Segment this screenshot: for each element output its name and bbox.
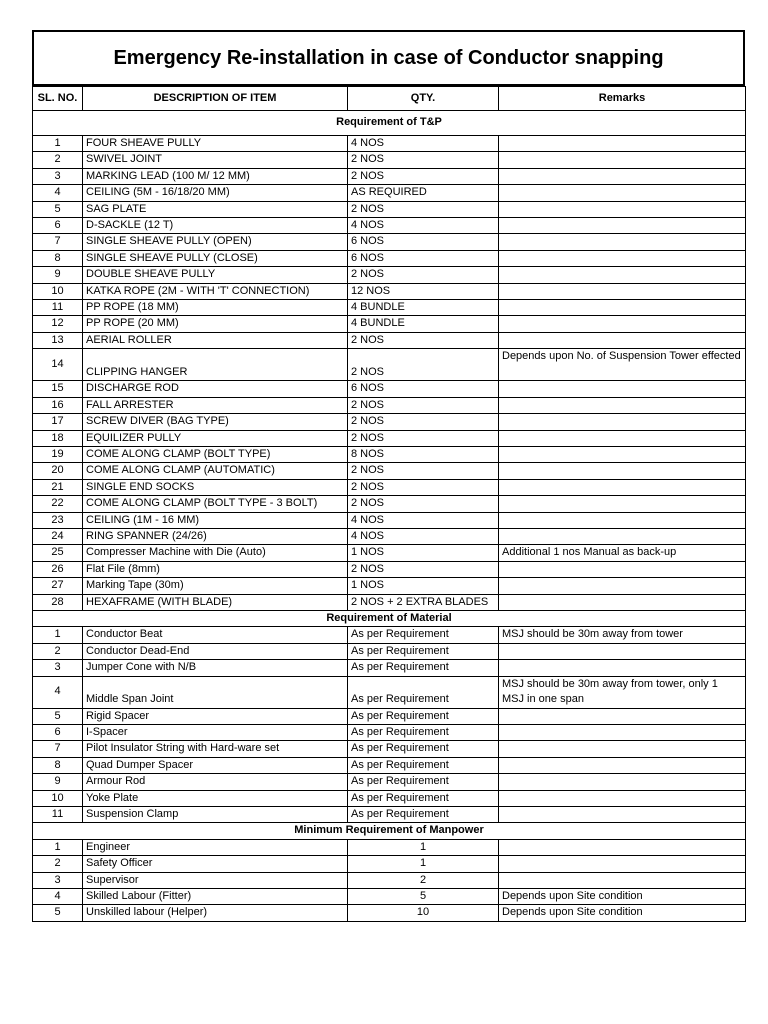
cell-remarks [499, 218, 746, 234]
cell-remarks [499, 872, 746, 888]
cell-sl-no: 5 [33, 708, 83, 724]
table-row [33, 349, 746, 381]
cell-remarks [499, 283, 746, 299]
cell-description: CEILING (5M - 16/18/20 MM) [83, 185, 348, 201]
table-row [33, 168, 746, 184]
table-body [33, 111, 746, 922]
cell-qty: 4 NOS [348, 528, 499, 544]
header-qty: QTY. [348, 87, 499, 111]
table-row [33, 250, 746, 266]
table-row [33, 757, 746, 773]
cell-qty: 6 NOS [348, 250, 499, 266]
table-row [33, 201, 746, 217]
cell-sl-no: 16 [33, 397, 83, 413]
table-row [33, 660, 746, 676]
cell-remarks [499, 316, 746, 332]
cell-remarks [499, 430, 746, 446]
cell-remarks [499, 708, 746, 724]
cell-qty: As per Requirement [348, 807, 499, 823]
cell-description: Unskilled labour (Helper) [83, 905, 348, 921]
cell-description: Compresser Machine with Die (Auto) [83, 545, 348, 561]
cell-description: Quad Dumper Spacer [83, 757, 348, 773]
cell-description: MARKING LEAD (100 M/ 12 MM) [83, 168, 348, 184]
cell-description: I-Spacer [83, 725, 348, 741]
table-row [33, 512, 746, 528]
table-row [33, 807, 746, 823]
table-row [33, 446, 746, 462]
cell-description: EQUILIZER PULLY [83, 430, 348, 446]
cell-sl-no: 17 [33, 414, 83, 430]
cell-description: SINGLE SHEAVE PULLY (OPEN) [83, 234, 348, 250]
cell-sl-no: 4 [33, 676, 83, 708]
cell-sl-no: 13 [33, 332, 83, 348]
table-row [33, 463, 746, 479]
cell-sl-no: 3 [33, 660, 83, 676]
table-row [33, 839, 746, 855]
cell-remarks [499, 397, 746, 413]
header-remarks: Remarks [499, 87, 746, 111]
cell-remarks [499, 660, 746, 676]
table-row [33, 381, 746, 397]
cell-qty: As per Requirement [348, 790, 499, 806]
cell-sl-no: 24 [33, 528, 83, 544]
cell-description: Flat File (8mm) [83, 561, 348, 577]
table-row [33, 332, 746, 348]
table-row [33, 267, 746, 283]
cell-remarks [499, 201, 746, 217]
cell-remarks [499, 463, 746, 479]
cell-sl-no: 15 [33, 381, 83, 397]
cell-remarks [499, 757, 746, 773]
cell-description: CLIPPING HANGER [83, 349, 348, 381]
table-row [33, 152, 746, 168]
cell-qty: 1 [348, 856, 499, 872]
header-row [33, 87, 746, 111]
cell-description: SAG PLATE [83, 201, 348, 217]
cell-qty: 2 NOS [348, 414, 499, 430]
section-header-row [33, 610, 746, 626]
table-row [33, 790, 746, 806]
cell-qty: 6 NOS [348, 381, 499, 397]
table-row [33, 708, 746, 724]
cell-remarks: Depends upon No. of Suspension Tower effected [499, 349, 746, 381]
cell-remarks [499, 578, 746, 594]
table-row [33, 397, 746, 413]
section-title: Requirement of T&P [33, 111, 746, 136]
cell-sl-no: 1 [33, 136, 83, 152]
cell-description: SINGLE SHEAVE PULLY (CLOSE) [83, 250, 348, 266]
cell-remarks [499, 594, 746, 610]
cell-qty: 2 NOS [348, 168, 499, 184]
cell-remarks: Depends upon Site condition [499, 905, 746, 921]
cell-qty: 1 NOS [348, 578, 499, 594]
cell-description: SCREW DIVER (BAG TYPE) [83, 414, 348, 430]
section-title: Minimum Requirement of Manpower [33, 823, 746, 839]
cell-remarks [499, 512, 746, 528]
cell-remarks [499, 168, 746, 184]
cell-qty: 5 [348, 889, 499, 905]
cell-description: FALL ARRESTER [83, 397, 348, 413]
cell-description: HEXAFRAME (WITH BLADE) [83, 594, 348, 610]
table-row [33, 774, 746, 790]
cell-qty: 2 NOS + 2 EXTRA BLADES [348, 594, 499, 610]
cell-remarks: Additional 1 nos Manual as back-up [499, 545, 746, 561]
cell-description: Marking Tape (30m) [83, 578, 348, 594]
table-row [33, 725, 746, 741]
cell-sl-no: 12 [33, 316, 83, 332]
cell-description: Engineer [83, 839, 348, 855]
cell-remarks [499, 528, 746, 544]
cell-sl-no: 6 [33, 218, 83, 234]
cell-sl-no: 1 [33, 627, 83, 643]
cell-qty: 4 BUNDLE [348, 300, 499, 316]
cell-qty: As per Requirement [348, 708, 499, 724]
cell-qty: 6 NOS [348, 234, 499, 250]
cell-sl-no: 19 [33, 446, 83, 462]
table-row [33, 889, 746, 905]
cell-sl-no: 2 [33, 856, 83, 872]
cell-sl-no: 25 [33, 545, 83, 561]
requirements-table [32, 86, 746, 922]
table-row [33, 300, 746, 316]
cell-sl-no: 7 [33, 234, 83, 250]
cell-sl-no: 3 [33, 872, 83, 888]
table-row [33, 905, 746, 921]
cell-description: COME ALONG CLAMP (BOLT TYPE) [83, 446, 348, 462]
table-row [33, 856, 746, 872]
cell-remarks [499, 414, 746, 430]
cell-qty: 4 BUNDLE [348, 316, 499, 332]
cell-sl-no: 5 [33, 905, 83, 921]
table-row [33, 496, 746, 512]
cell-remarks [499, 856, 746, 872]
cell-sl-no: 9 [33, 267, 83, 283]
cell-remarks: Depends upon Site condition [499, 889, 746, 905]
table-row [33, 561, 746, 577]
cell-description: COME ALONG CLAMP (AUTOMATIC) [83, 463, 348, 479]
cell-qty: 1 NOS [348, 545, 499, 561]
cell-remarks [499, 643, 746, 659]
table-row [33, 741, 746, 757]
cell-sl-no: 23 [33, 512, 83, 528]
header-description: DESCRIPTION OF ITEM [83, 87, 348, 111]
cell-qty: 1 [348, 839, 499, 855]
cell-description: PP ROPE (18 MM) [83, 300, 348, 316]
cell-sl-no: 11 [33, 807, 83, 823]
cell-remarks [499, 725, 746, 741]
cell-remarks [499, 152, 746, 168]
cell-remarks: MSJ should be 30m away from tower [499, 627, 746, 643]
cell-description: COME ALONG CLAMP (BOLT TYPE - 3 BOLT) [83, 496, 348, 512]
cell-sl-no: 10 [33, 283, 83, 299]
cell-sl-no: 20 [33, 463, 83, 479]
cell-qty: 2 NOS [348, 349, 499, 381]
cell-qty: As per Requirement [348, 627, 499, 643]
cell-remarks [499, 136, 746, 152]
document-title: Emergency Re-installation in case of Conductor snapping [32, 30, 745, 86]
table-row [33, 283, 746, 299]
cell-sl-no: 26 [33, 561, 83, 577]
header-sl-no: SL. NO. [33, 87, 83, 111]
cell-remarks [499, 250, 746, 266]
table-row [33, 528, 746, 544]
cell-sl-no: 22 [33, 496, 83, 512]
cell-description: Yoke Plate [83, 790, 348, 806]
cell-description: Armour Rod [83, 774, 348, 790]
cell-qty: 2 NOS [348, 152, 499, 168]
cell-description: Rigid Spacer [83, 708, 348, 724]
table-row [33, 627, 746, 643]
cell-qty: 2 NOS [348, 496, 499, 512]
cell-qty: 4 NOS [348, 512, 499, 528]
cell-qty: 4 NOS [348, 218, 499, 234]
cell-sl-no: 8 [33, 250, 83, 266]
cell-qty: 2 NOS [348, 561, 499, 577]
cell-remarks [499, 807, 746, 823]
table-row [33, 594, 746, 610]
section-header-row [33, 823, 746, 839]
cell-sl-no: 1 [33, 839, 83, 855]
cell-description: SWIVEL JOINT [83, 152, 348, 168]
cell-qty: 10 [348, 905, 499, 921]
cell-remarks [499, 561, 746, 577]
table-row [33, 643, 746, 659]
cell-remarks [499, 185, 746, 201]
cell-qty: 2 NOS [348, 430, 499, 446]
cell-description: SINGLE END SOCKS [83, 479, 348, 495]
cell-qty: As per Requirement [348, 774, 499, 790]
table-row [33, 676, 746, 708]
cell-description: CEILING (1M - 16 MM) [83, 512, 348, 528]
cell-remarks: MSJ should be 30m away from tower, only 1 MSJ in one span [499, 676, 746, 708]
cell-qty: As per Requirement [348, 660, 499, 676]
cell-description: PP ROPE (20 MM) [83, 316, 348, 332]
cell-sl-no: 6 [33, 725, 83, 741]
cell-description: D-SACKLE (12 T) [83, 218, 348, 234]
cell-qty: As per Requirement [348, 757, 499, 773]
table-row [33, 414, 746, 430]
cell-sl-no: 28 [33, 594, 83, 610]
cell-remarks [499, 234, 746, 250]
cell-sl-no: 9 [33, 774, 83, 790]
cell-remarks [499, 790, 746, 806]
cell-sl-no: 2 [33, 643, 83, 659]
table-row [33, 545, 746, 561]
cell-description: Conductor Beat [83, 627, 348, 643]
cell-qty: 2 NOS [348, 332, 499, 348]
cell-sl-no: 18 [33, 430, 83, 446]
cell-qty: As per Requirement [348, 725, 499, 741]
cell-sl-no: 5 [33, 201, 83, 217]
cell-remarks [499, 479, 746, 495]
cell-remarks [499, 496, 746, 512]
cell-qty: As per Requirement [348, 676, 499, 708]
cell-description: DISCHARGE ROD [83, 381, 348, 397]
cell-description: Supervisor [83, 872, 348, 888]
cell-description: KATKA ROPE (2M - WITH 'T' CONNECTION) [83, 283, 348, 299]
cell-description: RING SPANNER (24/26) [83, 528, 348, 544]
document-sheet [32, 30, 745, 922]
cell-sl-no: 14 [33, 349, 83, 381]
cell-description: Pilot Insulator String with Hard-ware set [83, 741, 348, 757]
table-row [33, 234, 746, 250]
cell-description: Safety Officer [83, 856, 348, 872]
cell-description: AERIAL ROLLER [83, 332, 348, 348]
cell-qty: 2 NOS [348, 201, 499, 217]
cell-qty: 2 NOS [348, 267, 499, 283]
cell-remarks [499, 774, 746, 790]
table-row [33, 136, 746, 152]
table-row [33, 430, 746, 446]
cell-sl-no: 21 [33, 479, 83, 495]
table-row [33, 872, 746, 888]
cell-qty: 8 NOS [348, 446, 499, 462]
table-row [33, 316, 746, 332]
cell-sl-no: 2 [33, 152, 83, 168]
cell-remarks [499, 839, 746, 855]
cell-qty: As per Requirement [348, 643, 499, 659]
cell-qty: 2 [348, 872, 499, 888]
cell-description: Conductor Dead-End [83, 643, 348, 659]
cell-description: Jumper Cone with N/B [83, 660, 348, 676]
cell-sl-no: 3 [33, 168, 83, 184]
cell-qty: AS REQUIRED [348, 185, 499, 201]
cell-description: Middle Span Joint [83, 676, 348, 708]
cell-sl-no: 27 [33, 578, 83, 594]
cell-description: FOUR SHEAVE PULLY [83, 136, 348, 152]
cell-remarks [499, 446, 746, 462]
cell-sl-no: 10 [33, 790, 83, 806]
cell-qty: 4 NOS [348, 136, 499, 152]
cell-sl-no: 4 [33, 185, 83, 201]
cell-qty: 2 NOS [348, 479, 499, 495]
cell-sl-no: 7 [33, 741, 83, 757]
cell-description: DOUBLE SHEAVE PULLY [83, 267, 348, 283]
table-row [33, 578, 746, 594]
table-row [33, 479, 746, 495]
cell-description: Suspension Clamp [83, 807, 348, 823]
cell-qty: As per Requirement [348, 741, 499, 757]
cell-sl-no: 4 [33, 889, 83, 905]
cell-qty: 12 NOS [348, 283, 499, 299]
cell-qty: 2 NOS [348, 463, 499, 479]
cell-qty: 2 NOS [348, 397, 499, 413]
section-title: Requirement of Material [33, 610, 746, 626]
cell-sl-no: 8 [33, 757, 83, 773]
cell-remarks [499, 332, 746, 348]
cell-remarks [499, 381, 746, 397]
cell-remarks [499, 267, 746, 283]
cell-description: Skilled Labour (Fitter) [83, 889, 348, 905]
table-row [33, 185, 746, 201]
section-header-row [33, 111, 746, 136]
cell-sl-no: 11 [33, 300, 83, 316]
cell-remarks [499, 741, 746, 757]
table-row [33, 218, 746, 234]
cell-remarks [499, 300, 746, 316]
